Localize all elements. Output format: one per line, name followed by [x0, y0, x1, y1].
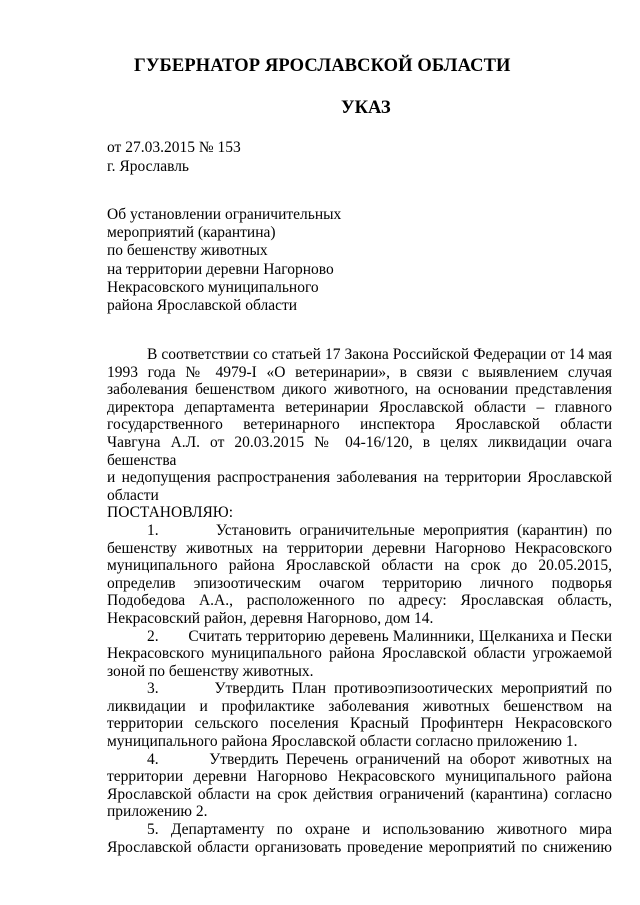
decree-item-5	[107, 821, 612, 856]
text-line: территории деревни Нагорново Некрасовского муниципального района	[107, 768, 612, 786]
text-line: муниципального района Ярославской области на срок до 20.05.2015,	[107, 557, 612, 575]
text-line: территории сельского поселения Красный Профинтерн Некрасовского	[107, 715, 612, 733]
text-line: 1993 года № 4979-I «О ветеринарии», в связи с выявлением случая	[107, 363, 612, 381]
text-line: муниципального района Ярославской области согласно приложению 1.	[107, 733, 578, 751]
text-line: заболевания бешенством дикого животного, на основании представления	[107, 381, 612, 399]
document-body	[107, 346, 612, 856]
subject-line: Некрасовского муниципального	[107, 278, 319, 296]
subject-line: по бешенству животных	[107, 242, 268, 260]
preamble-paragraph	[107, 346, 612, 504]
text-line: приложению 2.	[107, 803, 208, 821]
subject-block	[107, 206, 341, 315]
text-line: Ярославской области организовать проведение мероприятий по снижению	[107, 838, 612, 856]
text-line: и недопущения распространения заболевания на территории Ярославской	[107, 469, 612, 487]
text-line: Некрасовский район, деревня Нагорново, дом 14.	[107, 609, 434, 627]
document-type: УКАЗ	[341, 98, 391, 118]
text-line: государственного ветеринарного инспектора Ярославской области	[107, 416, 612, 434]
text-line: ликвидации и профилактике заболевания животных бешенством на	[107, 697, 612, 715]
text-line: В соответствии со статьей 17 Закона Российской Федерации от 14 мая	[147, 346, 612, 363]
text-line: 5. Департаменту по охране и использованию животного мира	[147, 821, 612, 839]
text-line: бешенству животных на территории деревни Нагорново Некрасовского	[107, 539, 612, 557]
text-line: директора департамента ветеринарии Ярославской области – главного	[107, 398, 612, 416]
subject-line: мероприятий (карантина)	[107, 224, 276, 242]
decree-item-4	[107, 751, 612, 821]
date-number: от 27.03.2015 № 153	[107, 139, 241, 156]
decree-word: ПОСТАНОВЛЯЮ:	[107, 504, 234, 522]
decree-item-2	[107, 628, 612, 681]
document-title: ГУБЕРНАТОР ЯРОСЛАВСКОЙ ОБЛАСТИ	[134, 56, 511, 76]
decree-item-1	[107, 522, 612, 628]
decree-item-3	[107, 680, 612, 750]
document-meta	[107, 139, 241, 176]
text-line: 2. Считать территорию деревень Малинники, Щелканиха и Пески	[147, 627, 612, 645]
text-line: 1. Установить ограничительные мероприятия (карантин) по	[147, 521, 612, 539]
city: г. Ярославль	[107, 157, 189, 175]
text-line: 3. Утвердить План противоэпизоотических мероприятий по	[147, 680, 612, 698]
subject-line: района Ярославской области	[107, 297, 298, 315]
text-line: области	[107, 486, 159, 504]
text-line: Ярославской области на срок действия ограничений (карантина) согласно	[107, 785, 612, 803]
text-line: 4. Утвердить Перечень ограничений на оборот животных на	[147, 750, 612, 768]
text-line: Некрасовского муниципального района Ярославской области угрожаемой	[107, 645, 612, 663]
subject-line: на территории деревни Нагорново	[107, 260, 334, 278]
text-line: определив эпизоотическим очагом территорию личного подворья	[107, 574, 612, 592]
text-line: Подобедова А.А., расположенного по адресу: Ярославская область,	[107, 592, 612, 610]
text-line: Чавгуна А.Л. от 20.03.2015 № 04-16/120, в целях ликвидации очага бешенства	[107, 433, 612, 469]
text-line: зоной по бешенству животных.	[107, 662, 314, 680]
subject-line: Об установлении ограничительных	[107, 206, 342, 223]
